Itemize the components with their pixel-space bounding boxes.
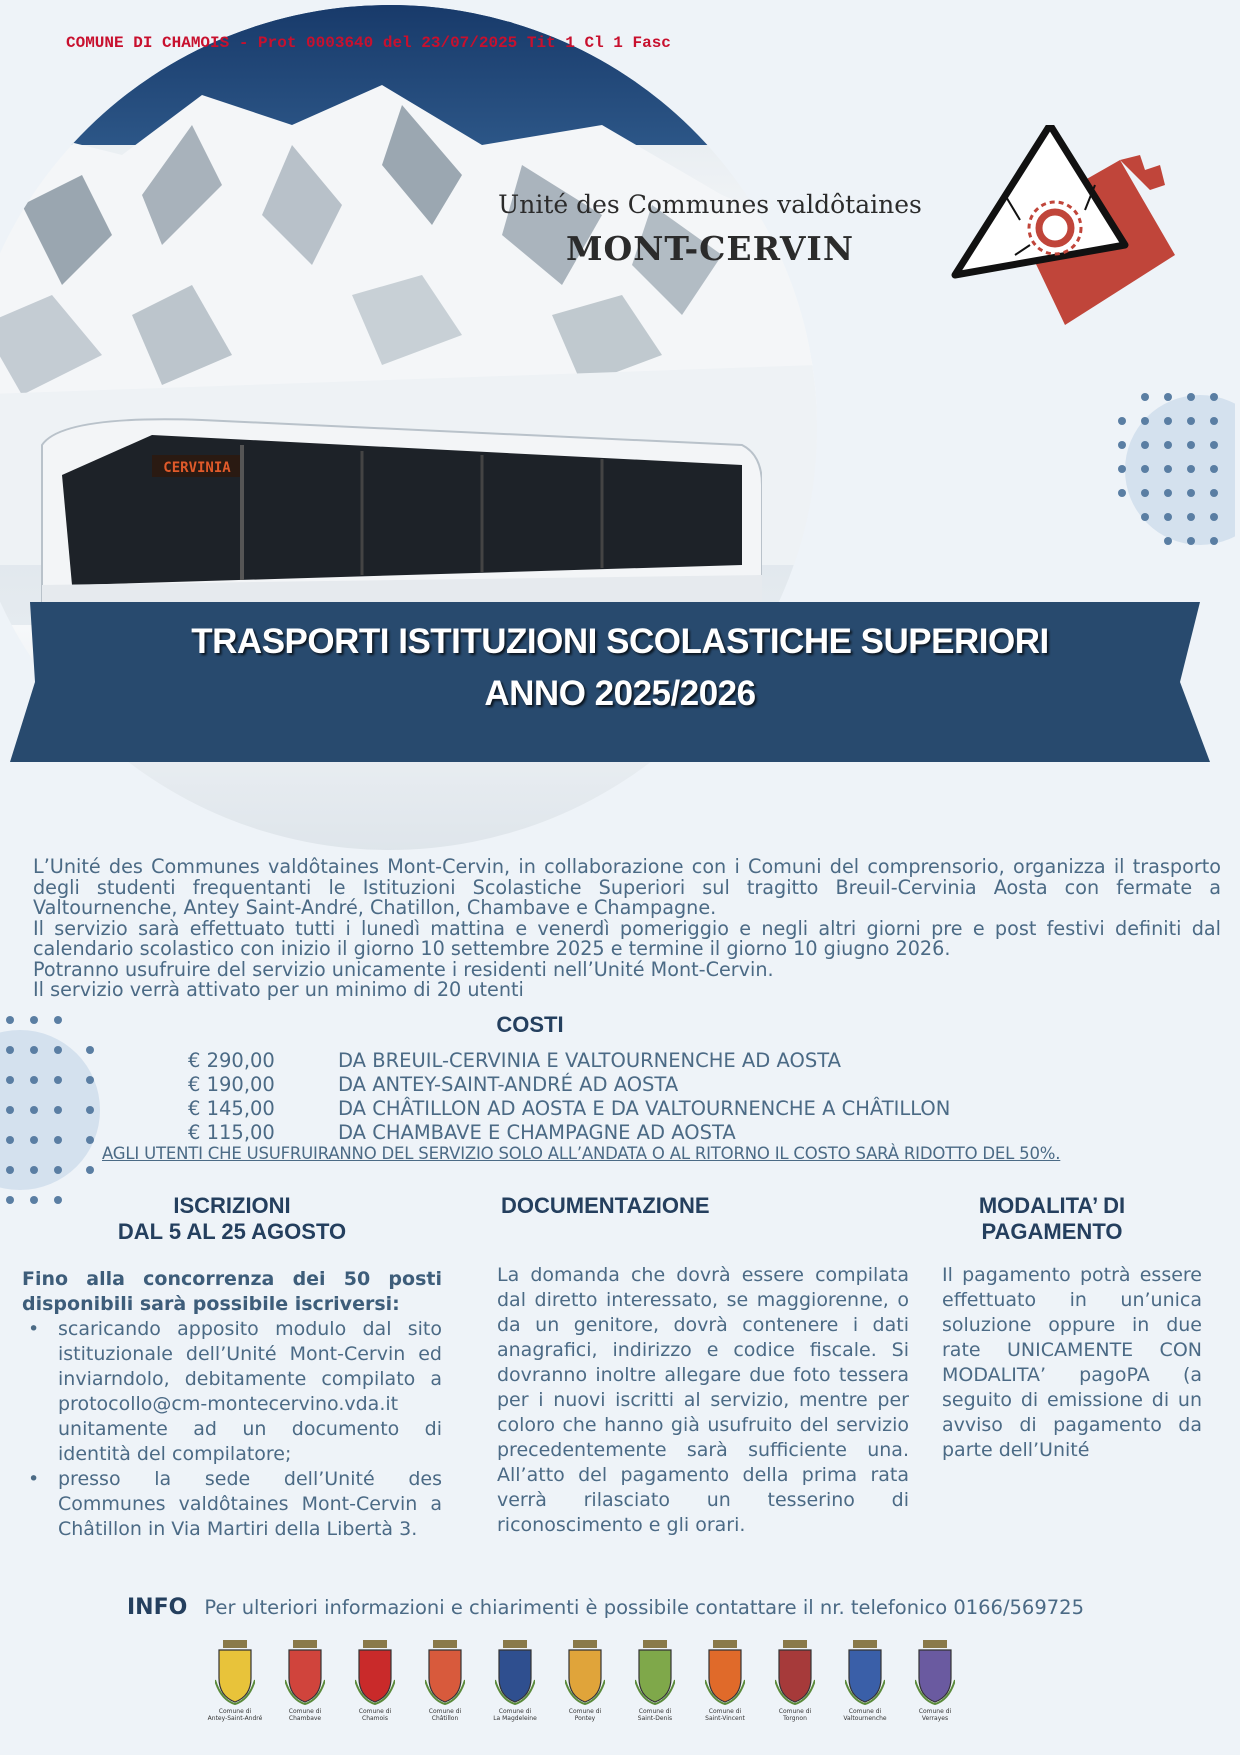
crest-chambave: [275, 1640, 335, 1722]
iscrizioni-section: [22, 1193, 442, 1542]
banner-title-line1: TRASPORTI ISTITUZIONI SCOLASTICHE SUPERIORI: [191, 622, 1049, 661]
crest-caption-2: Pontey: [574, 1715, 596, 1722]
logo-mountain-triangle: [955, 125, 1125, 275]
pagamento-title-2: PAGAMENTO: [981, 1219, 1123, 1244]
crest-caption-1: Comune di: [848, 1708, 882, 1715]
crest-caption-2: Valtournenche: [843, 1715, 887, 1722]
organization-line1: Unité des Communes valdôtaines: [498, 190, 922, 219]
municipality-crests: [205, 1640, 975, 1740]
protocol-stamp: COMUNE DI CHAMOIS - Prot 0003640 del 23/07/2025 Tit 1 Cl 1 Fasc: [66, 34, 671, 52]
crest-caption-1: Comune di: [428, 1708, 462, 1715]
crest-caption-1: Comune di: [568, 1708, 602, 1715]
crest-caption-2: Torgnon: [783, 1715, 807, 1722]
crest-shield-icon: [915, 1640, 955, 1706]
crest-shield-icon: [215, 1640, 255, 1706]
crest-pontey: [555, 1640, 615, 1722]
cost-row: [188, 1121, 736, 1144]
crest-shield-icon: [355, 1640, 395, 1706]
list-item: • scaricando apposito modulo dal sito istituzionale dell’Unité Mont-Cervin ed inviarndolo, debitamente compilato a protocollo@cm-montecervino.vda.it unitamente ad un documento di identità del compilatore;: [22, 1317, 442, 1467]
crest-caption-1: Comune di: [778, 1708, 812, 1715]
crest-caption-2: Chambave: [288, 1715, 322, 1722]
pagamento-title: MODALITA’ DI: [978, 1193, 1126, 1218]
cost-discount-note: AGLI UTENTI CHE USUFRUIRANNO DEL SERVIZIO SOLO ALL’ANDATA O AL RITORNO IL COSTO SARÀ RIDOTTO DEL 50%.: [102, 1144, 1061, 1163]
crest-caption-1: Comune di: [288, 1708, 322, 1715]
crest-caption-2: Antey-Saint-André: [207, 1715, 263, 1722]
cost-route: DA CHÂTILLON AD AOSTA E DA VALTOURNENCHE A CHÂTILLON: [338, 1097, 951, 1120]
crest-shield-icon: [705, 1640, 745, 1706]
info-line: [127, 1595, 1084, 1620]
intro-paragraph-1: L’Unité des Communes valdôtaines Mont-Cervin, in collaborazione con i Comuni del comprensorio, organizza il trasporto degli studenti frequentanti le Istituzioni Scolastiche Superiori sul tragitto Breuil-Cervinia Aosta con fermate a Valtournenche, Antey Saint-André, Chatillon, Chambave e Champagne.: [33, 855, 1221, 919]
crest-shield-icon: [775, 1640, 815, 1706]
organization-title: [480, 190, 940, 268]
documentazione-section: [497, 1193, 909, 1538]
cost-row: [188, 1097, 950, 1120]
crest-caption-1: Comune di: [918, 1708, 952, 1715]
pagamento-section: [942, 1193, 1202, 1463]
cost-price: € 115,00: [188, 1121, 275, 1144]
iscrizioni-lead: Fino alla concorrenza dei 50 posti disponibili sarà possibile iscriversi:: [22, 1268, 442, 1315]
crest-caption-1: Comune di: [708, 1708, 742, 1715]
crest-caption-1: Comune di: [498, 1708, 532, 1715]
crest-caption-2: Verrayes: [921, 1715, 949, 1722]
info-text: Per ulteriori informazioni e chiarimenti è possibile contattare il nr. telefonico 0166/569725: [204, 1596, 1084, 1619]
crest-chatillon: [415, 1640, 475, 1722]
cost-price: € 290,00: [188, 1049, 275, 1072]
crest-torgnon: [765, 1640, 825, 1722]
decorative-dots-right: [1110, 385, 1235, 555]
crest-la-magdeleine: [485, 1640, 545, 1722]
crest-caption-2: Saint-Denis: [637, 1715, 673, 1722]
cost-row: [188, 1073, 678, 1096]
crest-caption-2: Saint-Vincent: [705, 1715, 745, 1722]
crest-caption-2: La Magdeleine: [493, 1715, 537, 1722]
cost-price: € 190,00: [188, 1073, 275, 1096]
intro-paragraph-3: Potranno usufruire del servizio unicamente i residenti nell’Unité Mont-Cervin.: [33, 957, 774, 981]
iscrizioni-dates: DAL 5 AL 25 AGOSTO: [117, 1219, 347, 1244]
crest-shield-icon: [845, 1640, 885, 1706]
intro-text: [33, 857, 1221, 1001]
costs-heading: COSTI: [496, 1012, 564, 1037]
cost-route: DA ANTEY-SAINT-ANDRÉ AD AOSTA: [338, 1073, 679, 1096]
iscrizioni-list: [22, 1317, 442, 1542]
intro-paragraph-2: Il servizio sarà effettuato tutti i lunedì mattina e venerdì pomeriggio e negli altri giorni pre e post festivi definiti dal calendario scolastico con inizio il giorno 10 settembre 2025 e termine il giorno 10 giugno 2026.: [33, 916, 1221, 960]
info-label: INFO: [127, 1595, 188, 1620]
pagamento-body: Il pagamento potrà essere effettuato in un’unica soluzione oppure in due rate UNICAMENTE CON MODALITA’ pagoPA (a seguito di emissione di un avviso di pagamento da parte dell’Unité: [942, 1264, 1202, 1461]
list-item: • presso la sede dell’Unité des Communes valdôtaines Mont-Cervin a Châtillon in Via Martiri della Libertà 3.: [22, 1467, 442, 1542]
intro-paragraph-4: Il servizio verrà attivato per un minimo di 20 utenti: [33, 978, 524, 1001]
crest-saint-vincent: [695, 1640, 755, 1722]
crest-caption-1: Comune di: [218, 1708, 252, 1715]
crest-shield-icon: [495, 1640, 535, 1706]
crest-saint-denis: [625, 1640, 685, 1722]
cost-price: € 145,00: [188, 1097, 275, 1120]
crest-antey-saint-andre: [205, 1640, 265, 1722]
crest-shield-icon: [565, 1640, 605, 1706]
documentazione-body: La domanda che dovrà essere compilata dal diretto interessato, se maggiorenne, o da un genitore, dovrà contenere i dati anagrafici, indirizzo e codice fiscale. Si dovranno inoltre allegare due foto tessera per i nuovi iscritti al servizio, mentre per coloro che hanno già usufruito del servizio precedentemente sarà sufficiente una. All’atto del pagamento della prima rata verrà rilasciato un tesserino di riconoscimento e gli orari.: [497, 1264, 909, 1536]
crest-chamois: [345, 1640, 405, 1722]
crest-shield-icon: [635, 1640, 675, 1706]
cost-route: DA CHAMBAVE E CHAMPAGNE AD AOSTA: [338, 1121, 736, 1144]
crest-caption-1: Comune di: [358, 1708, 392, 1715]
crest-caption-2: Châtillon: [431, 1715, 459, 1722]
crest-valtournenche: [835, 1640, 895, 1722]
banner-title-line2: ANNO 2025/2026: [484, 674, 756, 713]
mont-cervin-logo: [945, 125, 1185, 340]
iscrizioni-title: ISCRIZIONI: [173, 1193, 291, 1218]
cost-row: [188, 1049, 841, 1072]
bus-destination-sign: CERVINIA: [163, 460, 231, 476]
documentazione-title: DOCUMENTAZIONE: [501, 1193, 710, 1218]
crest-caption-2: Chamois: [362, 1715, 388, 1722]
organization-line2: MONT-CERVIN: [565, 229, 855, 268]
crest-caption-1: Comune di: [638, 1708, 672, 1715]
crest-verrayes: [905, 1640, 965, 1722]
crest-shield-icon: [425, 1640, 465, 1706]
title-banner: [10, 602, 1220, 762]
cost-route: DA BREUIL-CERVINIA E VALTOURNENCHE AD AOSTA: [338, 1049, 841, 1072]
crest-shield-icon: [285, 1640, 325, 1706]
